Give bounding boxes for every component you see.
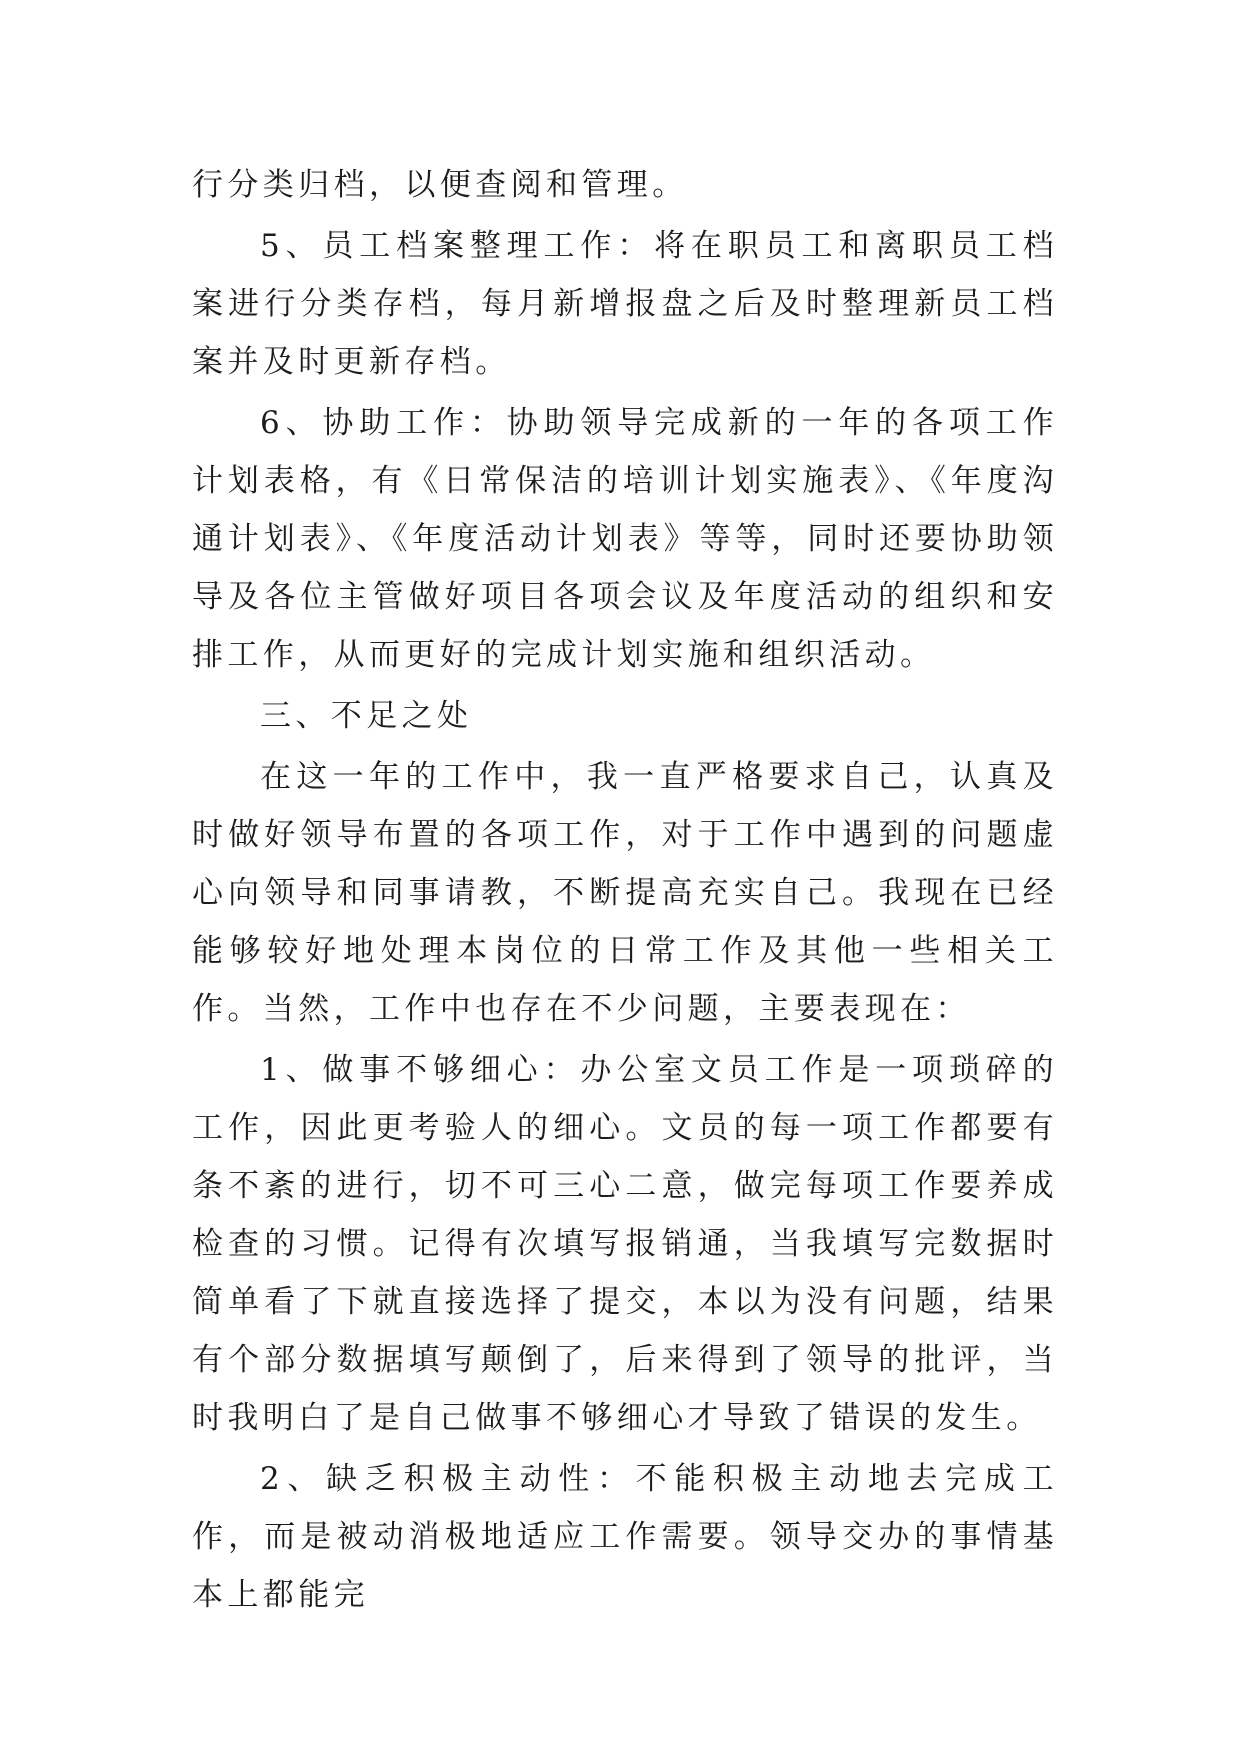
paragraph-item-6: 6、协助工作：协助领导完成新的一年的各项工作计划表格，有《日常保洁的培训计划实施表》、《年度沟通计划表》、《年度活动计划表》等等，同时还要协助领导及各位主管做好项目各项会议及年度活动的组织和安排工作，从而更好的完成计划实施和组织活动。 [192, 405, 1058, 673]
paragraph-intro: 在这一年的工作中，我一直严格要求自己，认真及时做好领导布置的各项工作，对于工作中遇到的问题虚心向领导和同事请教，不断提高充实自己。我现在已经能够较好地处理本岗位的日常工作及其他一些相关工作。当然，工作中也存在不少问题，主要表现在： [192, 759, 1058, 1027]
document-body [192, 156, 1058, 1627]
section-heading-shortcomings: 三、不足之处 [260, 698, 473, 734]
paragraph-continuation: 行分类归档，以便查阅和管理。 [192, 167, 688, 203]
paragraph-item-5: 5、员工档案整理工作：将在职员工和离职员工档案进行分类存档，每月新增报盘之后及时整理新员工档案并及时更新存档。 [192, 228, 1058, 380]
paragraph-issue-1: 1、做事不够细心：办公室文员工作是一项琐碎的工作，因此更考验人的细心。文员的每一项工作都要有条不紊的进行，切不可三心二意，做完每项工作要养成检查的习惯。记得有次填写报销通，当我填写完数据时简单看了下就直接选择了提交，本以为没有问题，结果有个部分数据填写颠倒了，后来得到了领导的批评，当时我明白了是自己做事不够细心才导致了错误的发生。 [192, 1052, 1058, 1436]
paragraph-issue-2: 2、缺乏积极主动性：不能积极主动地去完成工作，而是被动消极地适应工作需要。领导交办的事情基本上都能完 [192, 1461, 1058, 1613]
